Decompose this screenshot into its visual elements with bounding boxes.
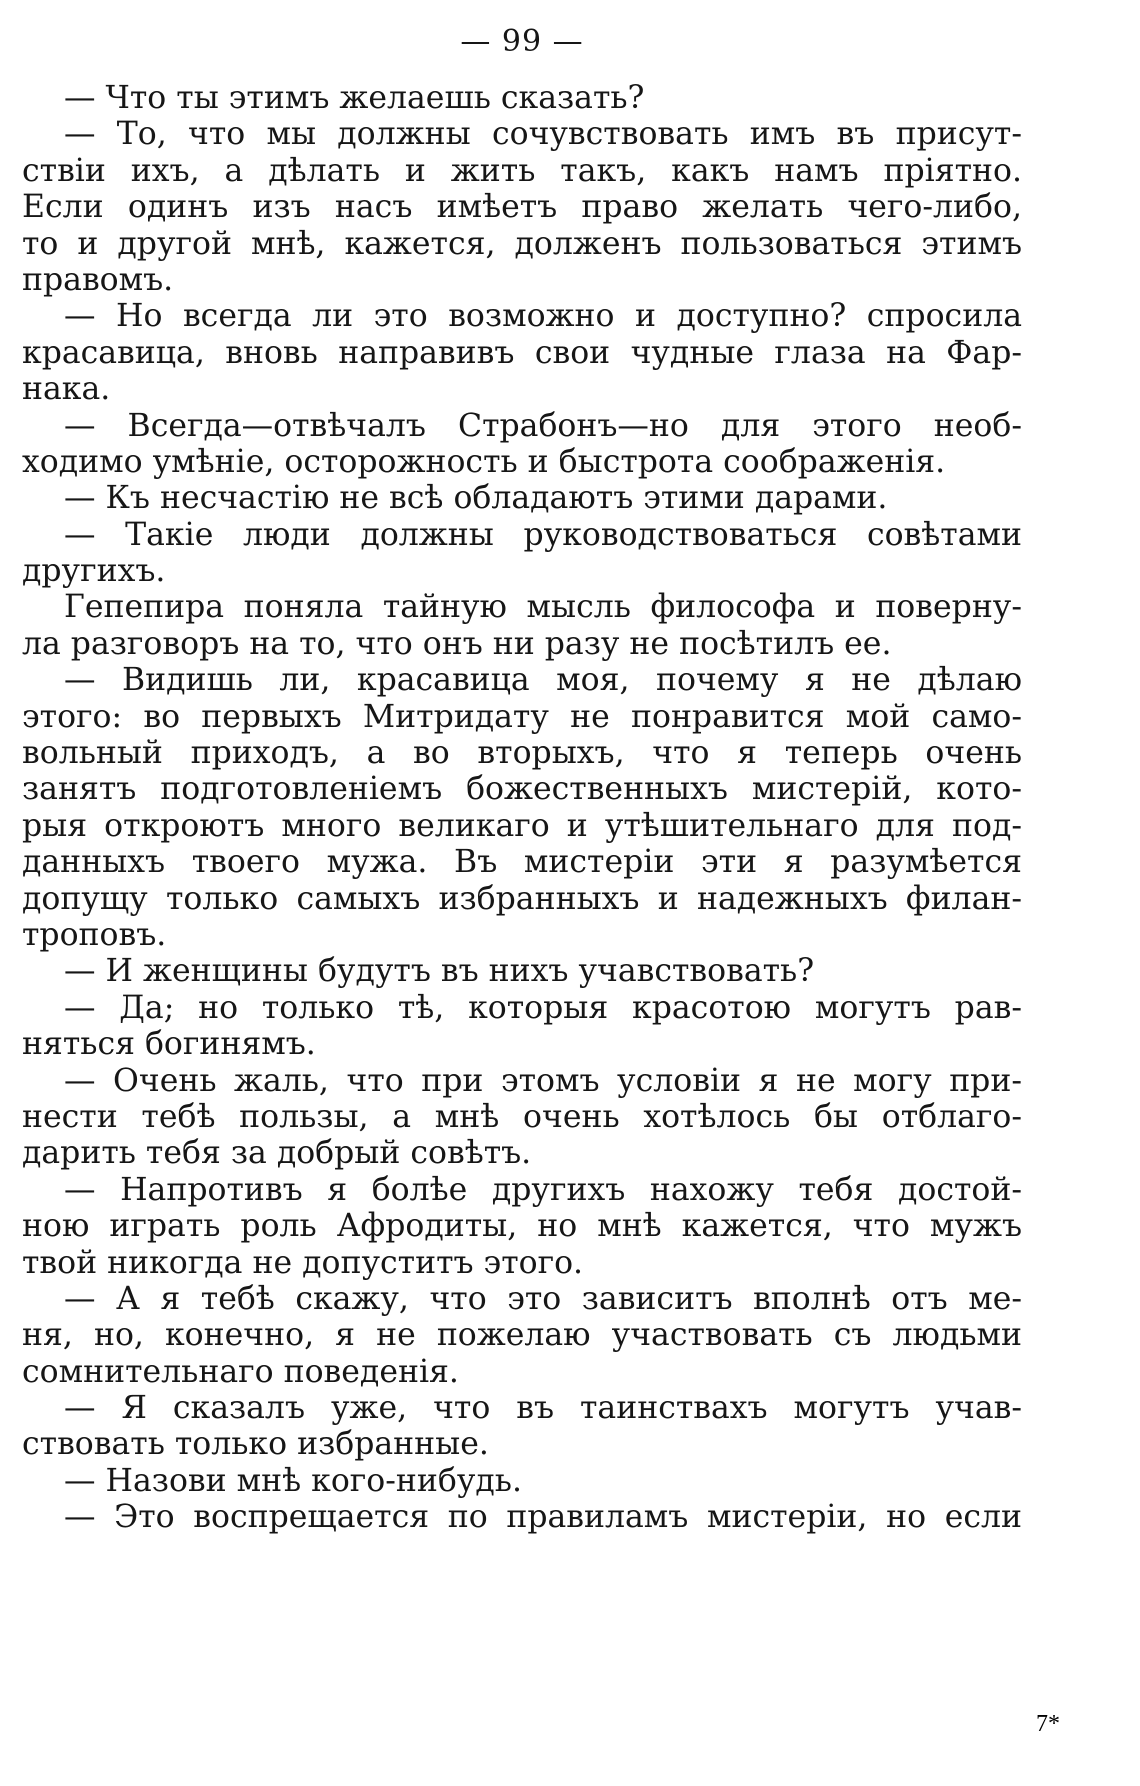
text-line: дарить тебя за добрый совѣтъ. <box>22 1135 532 1172</box>
body-text <box>22 80 1022 1536</box>
text-line: — Къ несчастію не всѣ обладаютъ этими дарами. <box>64 480 888 517</box>
text-line: — Напротивъ я болѣе другихъ нахожу тебя достой- <box>64 1171 1022 1208</box>
text-line: правомъ. <box>22 261 174 298</box>
text-line: — Да; но только тѣ, которыя красотою могутъ рав- <box>64 989 1022 1026</box>
text-line: — Видишь ли, красавица моя, почему я не дѣлаю <box>64 662 1022 699</box>
signature-mark: 7* <box>1036 1711 1060 1737</box>
text-line: нака. <box>22 371 111 408</box>
text-line: Если одинъ изъ насъ имѣетъ право желать чего-либо, <box>22 189 1022 226</box>
text-line: — Это воспрещается по правиламъ мистеріи, но если <box>64 1499 1022 1536</box>
text-line: твой никогда не допуститъ этого. <box>22 1244 584 1281</box>
text-line: ла разговоръ на то, что онъ ни разу не посѣтилъ ее. <box>22 625 892 662</box>
book-page <box>22 22 1022 1762</box>
text-line: — И женщины будутъ въ нихъ учавствовать? <box>64 953 815 990</box>
text-line: данныхъ твоего мужа. Въ мистеріи эти я разумѣется <box>22 844 1022 881</box>
text-line: рыя откроютъ много великаго и утѣшительнаго для под- <box>22 807 1022 844</box>
text-line: ствіи ихъ, а дѣлать и жить такъ, какъ намъ пріятно. <box>22 152 1022 189</box>
text-line: ходимо умѣніе, осторожность и быстрота соображенія. <box>22 443 946 480</box>
text-line: то и другой мнѣ, кажется, долженъ пользоваться этимъ <box>22 225 1022 262</box>
text-line: — А я тебѣ скажу, что это зависитъ вполнѣ отъ ме- <box>64 1280 1022 1317</box>
text-line: троповъ. <box>22 916 167 953</box>
text-line: — Я сказалъ уже, что въ таинствахъ могутъ учав- <box>64 1390 1022 1427</box>
text-line: красавица, вновь направивъ свои чудные глаза на Фар- <box>22 334 1022 371</box>
text-line: — Что ты этимъ желаешь сказать? <box>64 80 645 116</box>
text-line: — Такіе люди должны руководствоваться совѣтами <box>64 516 1022 553</box>
text-line: сомнительнаго поведенія. <box>22 1353 459 1390</box>
text-line: вольный приходъ, а во вторыхъ, что я теперь очень <box>22 735 1022 772</box>
text-line: занятъ подготовленіемъ божественныхъ мистерій, кото- <box>22 771 1022 808</box>
text-line: няться богинямъ. <box>22 1026 316 1063</box>
text-line: ствовать только избранные. <box>22 1426 489 1463</box>
text-line: допущу только самыхъ избранныхъ и надежныхъ филан- <box>22 880 1022 917</box>
text-line: — То, что мы должны сочувствовать имъ въ присут- <box>64 116 1022 153</box>
text-line: — Очень жаль, что при этомъ условіи я не могу при- <box>64 1062 1022 1099</box>
text-line: ною играть роль Афродиты, но мнѣ кажется, что мужъ <box>22 1208 1022 1245</box>
page-number: — 99 — <box>460 24 584 59</box>
text-line: — Назови мнѣ кого-нибудь. <box>64 1462 522 1499</box>
text-line: ня, но, конечно, я не пожелаю участвовать съ людьми <box>22 1317 1022 1354</box>
text-line: этого: во первыхъ Митридату не понравится мой само- <box>22 698 1022 735</box>
text-line: другихъ. <box>22 553 166 590</box>
text-line: — Всегда—отвѣчалъ Страбонъ—но для этого необ- <box>64 407 1022 444</box>
text-line: Гепепира поняла тайную мысль философа и поверну- <box>64 589 1022 626</box>
text-line: нести тебѣ пользы, а мнѣ очень хотѣлось бы отблаго- <box>22 1098 1022 1135</box>
text-line: — Но всегда ли это возможно и доступно? спросила <box>64 298 1022 335</box>
